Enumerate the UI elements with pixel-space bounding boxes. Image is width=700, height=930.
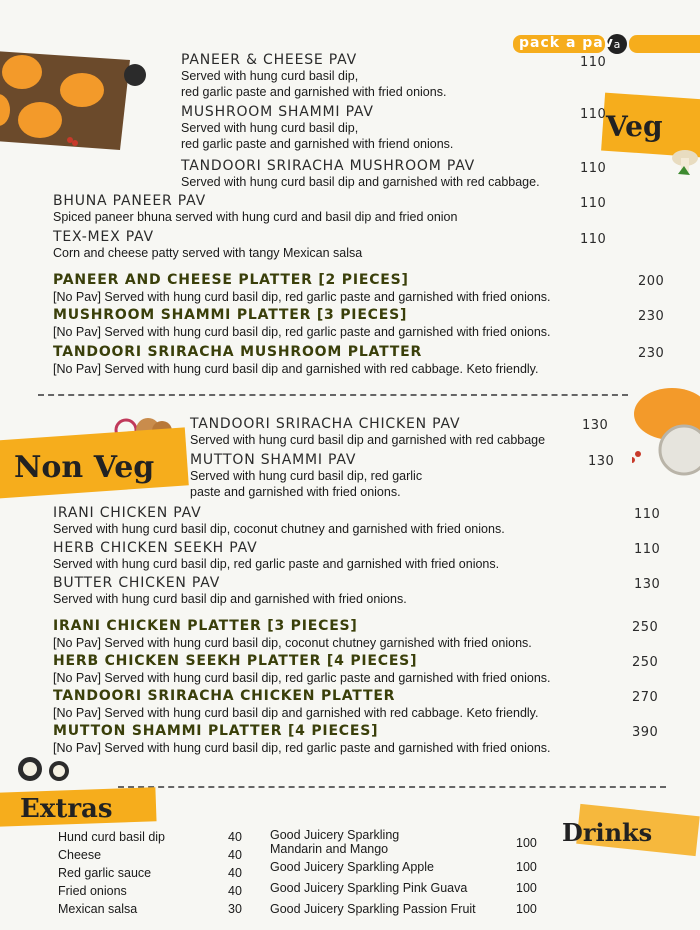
- menu-item-title: HERB CHICKEN SEEKH PAV: [53, 540, 258, 556]
- menu-item-description: Served with hung curd basil dip, red garlic paste and garnished with fried onions.: [53, 557, 500, 571]
- platter-description: [No Pav] Served with hung curd basil dip and garnished with red cabbage. Keto friendly.: [53, 706, 539, 720]
- extra-item-name: Hund curd basil dip: [58, 830, 166, 844]
- menu-item-description: Served with hung curd basil dip and garnished with fried onions.: [53, 592, 407, 606]
- menu-item-title: MUSHROOM SHAMMI PAV: [181, 104, 374, 120]
- platter-price: 250: [632, 620, 659, 635]
- drink-price: 100: [516, 881, 537, 895]
- menu-item-price: 130: [582, 418, 609, 433]
- menu-item-title: MUTTON SHAMMI PAV: [190, 452, 357, 468]
- menu-item-title: TANDOORI SRIRACHA CHICKEN PAV: [190, 416, 461, 432]
- pav-dip-illustration: [632, 384, 700, 484]
- menu-item-price: 110: [634, 542, 661, 557]
- platter-description: [No Pav] Served with hung curd basil dip and garnished with red cabbage. Keto friendly.: [53, 362, 539, 376]
- menu-item-description: red garlic paste and garnished with fried onions.: [181, 85, 447, 99]
- pepper-icon: [124, 64, 146, 86]
- menu-item-description: Served with hung curd basil dip and garnished with red cabbage.: [181, 175, 540, 189]
- menu-item-description: Served with hung curd basil dip,: [181, 121, 359, 135]
- platter-title: IRANI CHICKEN PLATTER [3 PIECES]: [53, 618, 358, 634]
- platter-price: 200: [638, 274, 665, 289]
- svg-text:a: a: [613, 38, 621, 51]
- menu-item-description: Corn and cheese patty served with tangy Mexican salsa: [53, 246, 363, 260]
- drink-name: Good Juicery Sparkling Passion Fruit: [270, 902, 476, 916]
- drink-price: 100: [516, 836, 537, 850]
- menu-item-price: 110: [580, 196, 607, 211]
- extra-item-name: Fried onions: [58, 884, 127, 898]
- platter-description: [No Pav] Served with hung curd basil dip, red garlic paste and garnished with fried onions.: [53, 325, 551, 339]
- drink-price: 100: [516, 860, 537, 874]
- drink-name: Good Juicery Sparkling: [270, 828, 400, 842]
- menu-item-title: BUTTER CHICKEN PAV: [53, 575, 221, 591]
- menu-item-description: Served with hung curd basil dip and garnished with red cabbage: [190, 433, 546, 447]
- extra-item-name: Cheese: [58, 848, 102, 862]
- menu-item-description: Served with hung curd basil dip, red garlic: [190, 469, 423, 483]
- menu-item-price: 130: [588, 454, 615, 469]
- menu-item-title: PANEER & CHEESE PAV: [181, 52, 358, 68]
- veg-label: Veg: [606, 110, 663, 143]
- brand-logo: [513, 33, 700, 55]
- menu-item-price: 110: [580, 232, 607, 247]
- menu-item-price: 110: [580, 107, 607, 122]
- platter-title: MUSHROOM SHAMMI PLATTER [3 PIECES]: [53, 307, 408, 323]
- mushroom-icon: [670, 148, 700, 178]
- platter-title: PANEER AND CHEESE PLATTER [2 PIECES]: [53, 272, 409, 288]
- extra-item-name: Red garlic sauce: [58, 866, 152, 880]
- platter-price: 390: [632, 725, 659, 740]
- menu-item-description: paste and garnished with fried onions.: [190, 485, 401, 499]
- drinks-label: Drinks: [562, 818, 653, 847]
- menu-item-description: Spiced paneer bhuna served with hung curd and basil dip and fried onion: [53, 210, 458, 224]
- menu-item-description: red garlic paste and garnished with friend onions.: [181, 137, 454, 151]
- menu-item-title: IRANI CHICKEN PAV: [53, 505, 202, 521]
- extra-item-name: Mexican salsa: [58, 902, 138, 916]
- menu-item-title: TEX-MEX PAV: [53, 229, 154, 245]
- platter-title: MUTTON SHAMMI PLATTER [4 PIECES]: [53, 723, 379, 739]
- menu-item-title: BHUNA PANEER PAV: [53, 193, 206, 209]
- platter-price: 230: [638, 346, 665, 361]
- section-divider: [38, 394, 628, 396]
- menu-item-description: Served with hung curd basil dip,: [181, 69, 359, 83]
- section-divider: [118, 786, 666, 788]
- platter-title: HERB CHICKEN SEEKH PLATTER [4 PIECES]: [53, 653, 418, 669]
- extras-label: Extras: [20, 794, 113, 824]
- platter-price: 230: [638, 309, 665, 324]
- extra-item-price: 40: [228, 848, 242, 862]
- drink-name: Mandarin and Mango: [270, 842, 389, 856]
- food-board-illustration: [0, 40, 140, 150]
- platter-description: [No Pav] Served with hung curd basil dip, red garlic paste and garnished with fried onions.: [53, 741, 551, 755]
- menu-item-price: 110: [634, 507, 661, 522]
- platter-title: TANDOORI SRIRACHA MUSHROOM PLATTER: [53, 344, 423, 360]
- extra-item-price: 40: [228, 884, 242, 898]
- menu-item-title: TANDOORI SRIRACHA MUSHROOM PAV: [181, 158, 476, 174]
- platter-price: 250: [632, 655, 659, 670]
- drink-name: Good Juicery Sparkling Pink Guava: [270, 881, 468, 895]
- platter-description: [No Pav] Served with hung curd basil dip, red garlic paste and garnished with fried onions.: [53, 671, 551, 685]
- platter-description: [No Pav] Served with hung curd basil dip, coconut chutney garnished with fried onions.: [53, 636, 532, 650]
- menu-item-price: 130: [634, 577, 661, 592]
- brand-name: pack a pav: [519, 35, 614, 51]
- drink-name: Good Juicery Sparkling Apple: [270, 860, 434, 874]
- extra-item-price: 40: [228, 830, 242, 844]
- platter-price: 270: [632, 690, 659, 705]
- menu-item-price: 110: [580, 55, 607, 70]
- menu-item-price: 110: [580, 161, 607, 176]
- extra-item-price: 30: [228, 902, 242, 916]
- nonveg-label: Non Veg: [14, 450, 155, 485]
- extra-item-price: 40: [228, 866, 242, 880]
- menu-item-description: Served with hung curd basil dip, coconut chutney and garnished with fried onions.: [53, 522, 505, 536]
- platter-description: [No Pav] Served with hung curd basil dip, red garlic paste and garnished with fried onions.: [53, 290, 551, 304]
- sauce-bowl-icon: [17, 756, 77, 782]
- platter-title: TANDOORI SRIRACHA CHICKEN PLATTER: [53, 688, 396, 704]
- drink-price: 100: [516, 902, 537, 916]
